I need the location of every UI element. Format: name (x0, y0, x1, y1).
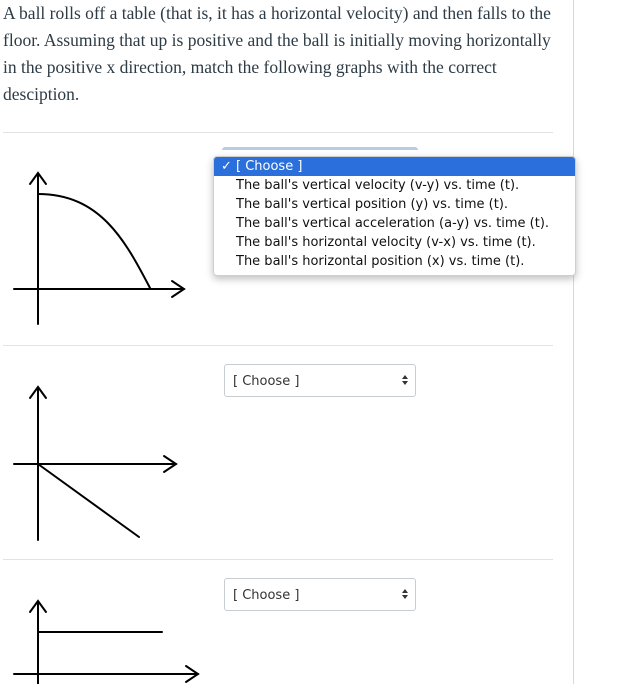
dropdown-option-vertical-acceleration[interactable]: The ball's vertical acceleration (a-y) vs. time (t). (236, 216, 550, 231)
graph-3 (0, 592, 200, 684)
select-3-value: [ Choose ] (233, 588, 300, 603)
check-icon: ✓ (221, 159, 232, 174)
up-down-arrows-icon (401, 372, 409, 388)
row-divider (3, 559, 553, 560)
dropdown-option-vertical-velocity[interactable]: The ball's vertical velocity (v-y) vs. time (t). (236, 178, 520, 193)
graph-2 (0, 380, 200, 550)
select-3[interactable] (224, 578, 416, 611)
dropdown-option-horizontal-velocity[interactable]: The ball's horizontal velocity (v-x) vs. time (t). (236, 235, 536, 250)
select-1-dropdown-menu[interactable] (213, 156, 576, 276)
dropdown-option-vertical-position[interactable]: The ball's vertical position (y) vs. time (t). (236, 197, 509, 212)
row-divider (3, 345, 553, 346)
select-2-value: [ Choose ] (233, 374, 300, 389)
up-down-arrows-icon (401, 586, 409, 602)
select-1-focus[interactable] (222, 147, 418, 151)
graph-1 (0, 160, 200, 330)
row-divider (3, 132, 553, 133)
content-right-border (573, 0, 574, 684)
graph-1-curve (38, 194, 150, 288)
select-2[interactable] (224, 364, 416, 397)
question-text: A ball rolls off a table (that is, it has a horizontal velocity) and then falls to the floor. Assuming that up is positive and the ball is initially moving horizontally in the positive x direction, match the following graphs with the correct desciption. (3, 3, 551, 104)
dropdown-option-horizontal-position[interactable]: The ball's horizontal position (x) vs. time (t). (236, 254, 525, 269)
graph-2-line (38, 464, 139, 537)
dropdown-option-choose[interactable]: ✓ [ Choose ] (214, 157, 575, 176)
